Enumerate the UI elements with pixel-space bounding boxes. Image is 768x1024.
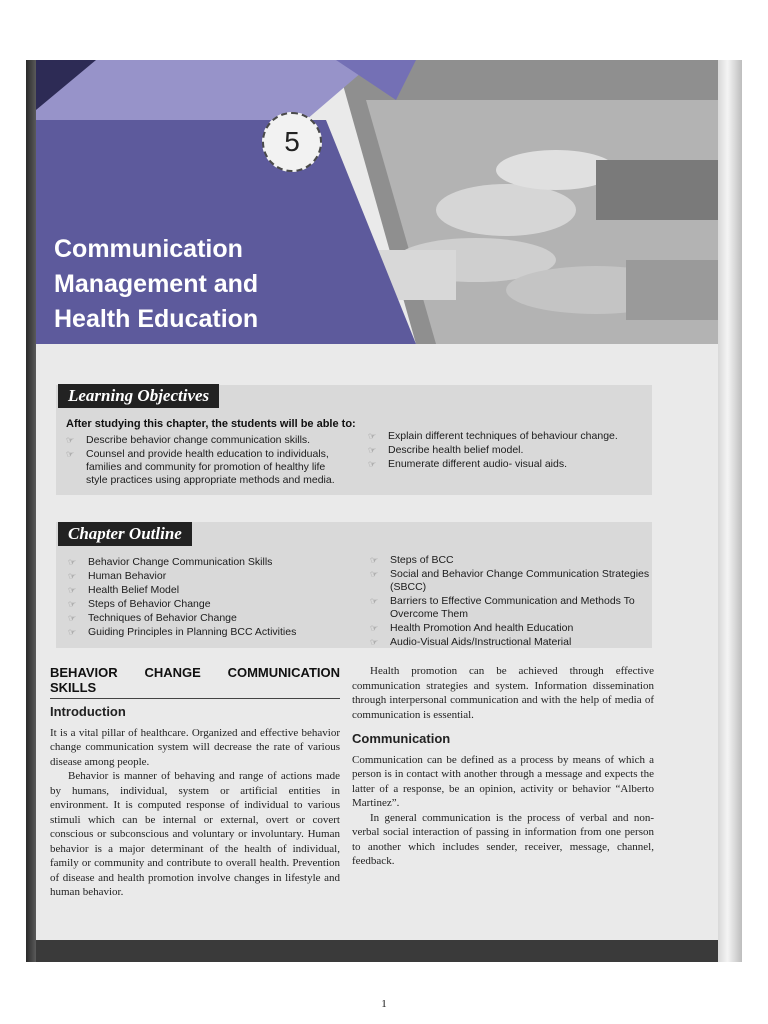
list-item: ☞ Guiding Principles in Planning BCC Activities bbox=[68, 626, 297, 638]
list-item: ☞ Steps of BCC bbox=[370, 554, 454, 566]
pointing-hand-icon: ☞ bbox=[68, 585, 77, 595]
list-item: ☞ Techniques of Behavior Change bbox=[68, 612, 237, 624]
pointing-hand-icon: ☞ bbox=[368, 459, 377, 469]
pointing-hand-icon: ☞ bbox=[368, 431, 377, 441]
list-item: ☞ Health Promotion And health Education bbox=[370, 622, 574, 634]
chapter-outline-left-list bbox=[68, 556, 348, 640]
book-spine bbox=[26, 60, 36, 962]
chapter-title-line-1: Communication bbox=[54, 235, 243, 263]
list-item: ☞ Behavior Change Communication Skills bbox=[68, 556, 273, 568]
pointing-hand-icon: ☞ bbox=[370, 569, 379, 579]
pointing-hand-icon: ☞ bbox=[370, 555, 379, 565]
pointing-hand-icon: ☞ bbox=[68, 599, 77, 609]
pointing-hand-icon: ☞ bbox=[68, 627, 77, 637]
list-item: ☞ Barriers to Effective Communication and Methods To Overcome Them bbox=[370, 595, 635, 620]
list-item: ☞ Describe behavior change communication skills. bbox=[66, 434, 311, 446]
paragraph: Health promotion can be achieved through effective communication strategies and system. Information dissemination through interpersonal communication and with the help of media of communication is essential. bbox=[352, 665, 654, 721]
learning-objectives-lead: After studying this chapter, the students will be able to: bbox=[66, 418, 356, 430]
introduction-heading: Introduction bbox=[50, 704, 126, 719]
pointing-hand-icon: ☞ bbox=[66, 435, 75, 445]
page-number: 1 bbox=[381, 998, 387, 1010]
chapter-title-line-3: Health Education bbox=[54, 305, 259, 333]
chapter-outline-right-list bbox=[370, 554, 652, 650]
communication-heading: Communication bbox=[352, 731, 451, 746]
chapter-number-badge: 5 bbox=[262, 112, 322, 172]
learning-objectives-right-list bbox=[368, 430, 648, 472]
chapter-title bbox=[54, 232, 354, 337]
list-item: ☞ Enumerate different audio- visual aids. bbox=[368, 458, 567, 470]
book-page bbox=[36, 60, 740, 940]
list-item: ☞ Social and Behavior Change Communication Strategies (SBCC) bbox=[370, 568, 650, 593]
pointing-hand-icon: ☞ bbox=[370, 623, 379, 633]
learning-objectives-heading: Learning Objectives bbox=[58, 384, 219, 408]
body-right-column bbox=[352, 664, 654, 869]
section-heading: BEHAVIOR CHANGE COMMUNICATION SKILLS bbox=[50, 666, 340, 699]
page-stack-edge bbox=[718, 60, 742, 962]
list-item: ☞ Health Belief Model bbox=[68, 584, 180, 596]
learning-objectives-left-list bbox=[66, 434, 336, 488]
book-photo bbox=[26, 60, 742, 962]
pointing-hand-icon: ☞ bbox=[370, 596, 379, 606]
list-item: ☞ Human Behavior bbox=[68, 570, 167, 582]
list-item: ☞ Counsel and provide health education to individuals, families and community for promotion of healthy life style practices using appropriate methods and media. bbox=[66, 448, 335, 486]
list-item: ☞ Explain different techniques of behaviour change. bbox=[368, 430, 618, 442]
paragraph: It is a vital pillar of healthcare. Organized and effective behavior change communication system will decrease the rate of various disease among people. bbox=[50, 726, 340, 768]
pointing-hand-icon: ☞ bbox=[68, 613, 77, 623]
pointing-hand-icon: ☞ bbox=[68, 557, 77, 567]
chapter-title-line-2: Management and bbox=[54, 270, 259, 298]
paragraph: In general communication is the process of verbal and non-verbal social interaction of passing in information from one person to another which includes sender, receiver, message, channel, feedback. bbox=[352, 811, 654, 867]
list-item: ☞ Describe health belief model. bbox=[368, 444, 524, 456]
list-item: ☞ Audio-Visual Aids/Instructional Material bbox=[370, 636, 572, 648]
paragraph: Behavior is manner of behaving and range of actions made by humans, individual, system or artificial entities in environment. It is computed response of individual to various stimuli which can be internal or external, overt or covert conscious or subconscious and voluntary or involuntary. Human behavior is a major determinant of the health of individual, family or community and contribute to overall health. Prevention of disease and health promotion involve changes in lifestyle and human behavior. bbox=[50, 770, 340, 898]
chapter-outline-heading: Chapter Outline bbox=[58, 522, 192, 546]
list-item: ☞ Steps of Behavior Change bbox=[68, 598, 211, 610]
pointing-hand-icon: ☞ bbox=[68, 571, 77, 581]
paragraph: Communication can be defined as a process by means of which a person is in contact with another through a message and expects the latter of a response, be an opinion, activity or behavior “Alberto Martinez”. bbox=[352, 753, 654, 809]
pointing-hand-icon: ☞ bbox=[370, 637, 379, 647]
pointing-hand-icon: ☞ bbox=[66, 449, 75, 459]
pointing-hand-icon: ☞ bbox=[368, 445, 377, 455]
body-left-column bbox=[50, 666, 340, 900]
